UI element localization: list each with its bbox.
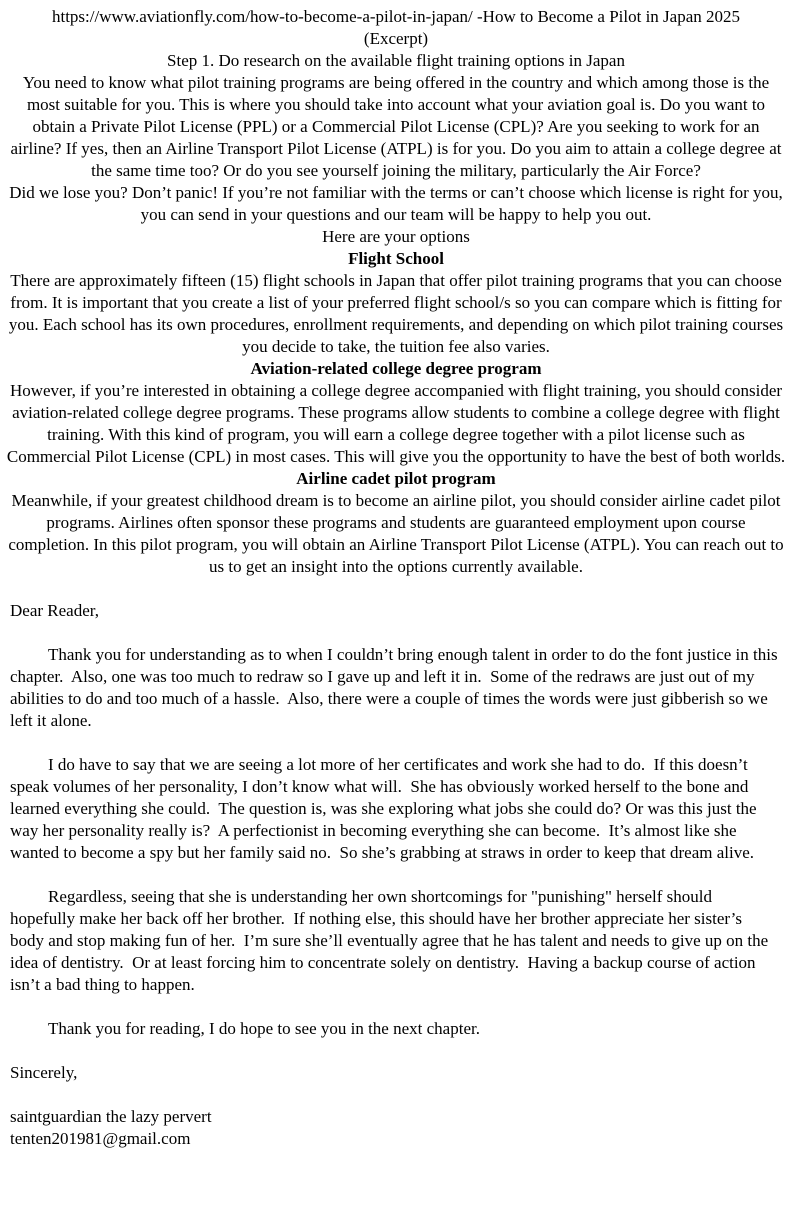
section-heading-flight-school: Flight School <box>348 249 444 268</box>
section-heading-college-degree-program: Aviation-related college degree program <box>250 359 542 378</box>
excerpt-label: (Excerpt) <box>363 29 429 48</box>
signature-name: saintguardian the lazy pervert <box>10 1107 212 1126</box>
options-line: Here are your options <box>322 227 470 246</box>
letter-paragraph-3: Regardless, seeing that she is understanding her own shortcomings for "punishing" herself should hopefully make her back off her brother. If nothing else, this should have her brother appreciate her sister’s body and stop making fun of her. I’m sure she’ll eventually agree that he has talent and needs to give up on the idea of dentistry. Or at least forcing him to concentrate solely on dentistry. Having a backup course of action isn’t a bad thing to happen. <box>10 887 773 994</box>
dont-panic-paragraph: Did we lose you? Don’t panic! If you’re not familiar with the terms or can’t choose which license is right for you, you can send in your questions and our team will be happy to help you out. <box>9 183 783 224</box>
step-heading: Step 1. Do research on the available flight training options in Japan <box>167 51 625 70</box>
letter-paragraph-1: Thank you for understanding as to when I couldn’t bring enough talent in order to do the font justice in this chapter. Also, one was too much to redraw so I gave up and left it in. Some of the redraws are just out of my abilities to do and too much of a hassle. Also, there were a couple of times the words were just gibberish so we left it alone. <box>10 645 782 730</box>
section-heading-cadet-pilot-program: Airline cadet pilot program <box>296 469 496 488</box>
section-body-cadet-pilot-program: Meanwhile, if your greatest childhood dream is to become an airline pilot, you should consider airline cadet pilot programs. Airlines often sponsor these programs and students are guaranteed employment upon course completion. In this pilot program, you will obtain an Airline Transport Pilot License (ATPL). You can reach out to us to get an insight into the options currently available. <box>8 491 784 576</box>
letter-paragraph-4: Thank you for reading, I do hope to see you in the next chapter. <box>48 1019 480 1038</box>
letter-salutation: Dear Reader, <box>10 601 99 620</box>
article-excerpt-section <box>0 0 792 578</box>
section-body-college-degree-program: However, if you’re interested in obtaining a college degree accompanied with flight training, you should consider aviation-related college degree programs. These programs allow students to combine a college degree with flight training. With this kind of program, you will earn a college degree together with a pilot license such as Commercial Pilot License (CPL) in most cases. This will give you the opportunity to have the best of both worlds. <box>6 381 786 466</box>
source-url-title-line: https://www.aviationfly.com/how-to-become-a-pilot-in-japan/ -How to Become a Pilot in Japan 2025 <box>51 7 741 26</box>
intro-paragraph: You need to know what pilot training programs are being offered in the country and which among those is the most suitable for you. This is where you should take into account what your aviation goal is. Do you want to obtain a Private Pilot License (PPL) or a Commercial Pilot License (CPL)? Are you seeking to work for an airline? If yes, then an Airline Transport Pilot License (ATPL) is for you. Do you aim to attain a college degree at the same time too? Or do you see yourself joining the military, particularly the Air Force? <box>10 73 782 180</box>
section-body-flight-school: There are approximately fifteen (15) flight schools in Japan that offer pilot training programs that you can choose from. It is important that you create a list of your preferred flight school/s so you can compare which is fitting for you. Each school has its own procedures, enrollment requirements, and depending on which pilot training courses you decide to take, the tuition fee also varies. <box>8 271 784 356</box>
letter-closing: Sincerely, <box>10 1063 78 1082</box>
letter-paragraph-2: I do have to say that we are seeing a lot more of her certificates and work she had to do. If this doesn’t speak volumes of her personality, I don’t know what will. She has obviously worked herself to the bone and learned everything she could. The question is, was she exploring what jobs she could do? Or was this just the way her personality really is? A perfectionist in becoming everything she can become. It’s almost like she wanted to become a spy but her family said no. So she’s grabbing at straws in order to keep that dream alive. <box>10 755 761 862</box>
signature-email: tenten201981@gmail.com <box>10 1129 191 1148</box>
author-letter-section <box>0 600 792 1150</box>
